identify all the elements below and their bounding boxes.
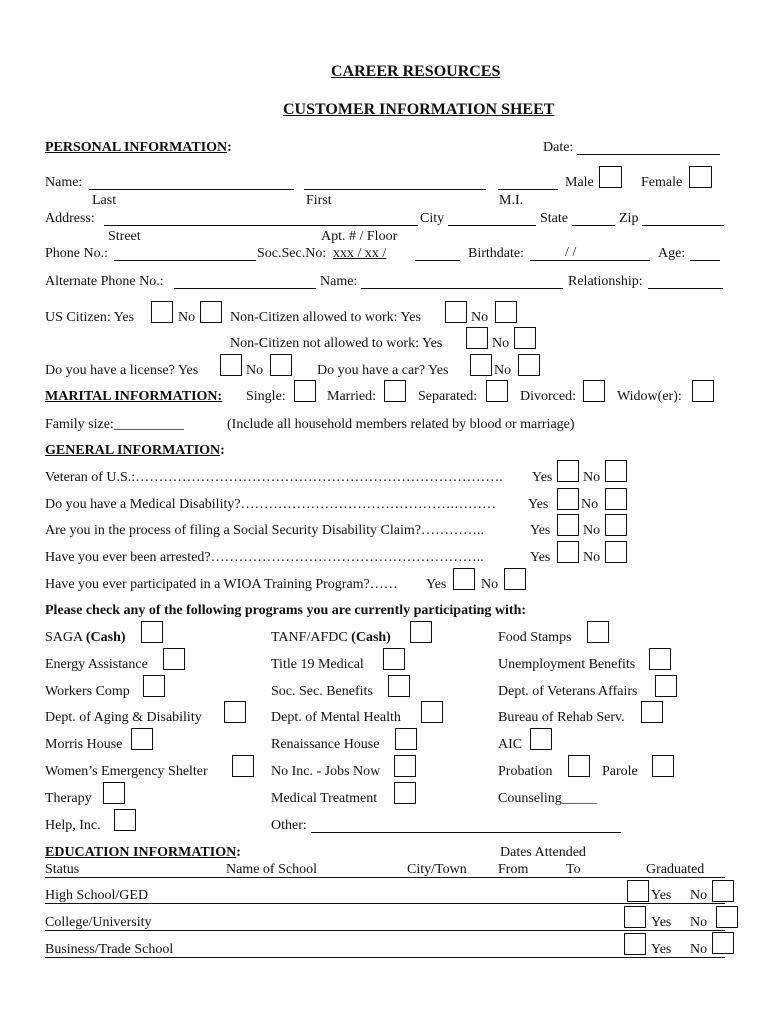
apt-label: Apt. # / Floor [321, 229, 398, 244]
us-citizen-label: US Citizen: Yes [45, 310, 135, 325]
ssdi-no-checkbox[interactable] [605, 514, 627, 536]
address-street-field[interactable] [104, 225, 418, 226]
wioa-yes-label: Yes [426, 577, 447, 592]
edu-row-highschool-line[interactable] [45, 903, 725, 904]
program-renaissance-label: Renaissance House [271, 737, 380, 752]
edu-header-from: From [498, 862, 529, 877]
program-ssb-checkbox[interactable] [388, 675, 410, 697]
program-aging-label: Dept. of Aging & Disability [45, 710, 202, 725]
wioa-no-checkbox[interactable] [504, 568, 526, 590]
disability-yes-checkbox[interactable] [557, 488, 579, 510]
program-renaissance-checkbox[interactable] [395, 728, 417, 750]
zip-label: Zip [619, 211, 639, 226]
noncitizen-allowed-yes-checkbox[interactable] [445, 301, 467, 323]
noncitizen-not-allowed-yes-checkbox[interactable] [466, 327, 488, 349]
noncitizen-not-allowed-no-label: No [492, 336, 510, 351]
married-checkbox[interactable] [384, 380, 406, 402]
city-label: City [420, 211, 445, 226]
education-heading-text: EDUCATION INFORMATION [45, 845, 237, 860]
program-parole-label: Parole [602, 764, 638, 779]
arrested-no-label: No [583, 550, 601, 565]
alt-phone-label: Alternate Phone No.: [45, 274, 164, 289]
veteran-no-checkbox[interactable] [605, 460, 627, 482]
form-subtitle: CUSTOMER INFORMATION SHEET [283, 101, 555, 118]
alt-name-label: Name: [320, 274, 358, 289]
license-yes-checkbox[interactable] [220, 354, 242, 376]
widow-checkbox[interactable] [692, 380, 714, 402]
edu-highschool-yes-label: Yes [651, 888, 672, 903]
programs-heading: Please check any of the following programs you are currently participating with: [45, 603, 527, 618]
edu-college-no-label: No [690, 915, 708, 930]
program-workers-comp-label: Workers Comp [45, 684, 130, 699]
us-citizen-no-checkbox[interactable] [200, 301, 222, 323]
program-medical-treatment-checkbox[interactable] [394, 782, 416, 804]
divorced-label: Divorced: [520, 389, 576, 404]
program-food-stamps-checkbox[interactable] [587, 621, 609, 643]
program-jobs-now-checkbox[interactable] [394, 755, 416, 777]
ssdi-yes-label: Yes [530, 523, 551, 538]
name-label: Name: [45, 175, 83, 190]
edu-row-highschool-label: High School/GED [45, 888, 149, 903]
city-field[interactable] [448, 225, 536, 226]
edu-trade-no-label: No [690, 942, 708, 957]
personal-heading-text: PERSONAL INFORMATION [45, 140, 228, 155]
separated-checkbox[interactable] [486, 380, 508, 402]
program-saga [45, 631, 126, 645]
program-probation-checkbox[interactable] [568, 755, 590, 777]
first-name-field[interactable] [304, 189, 486, 190]
date-field[interactable] [577, 154, 720, 155]
program-tanf [271, 631, 391, 645]
edu-trade-no-checkbox[interactable] [712, 932, 734, 954]
ssdi-claim-question: Are you in the process of filing a Social Security Disability Claim?………….. [45, 523, 484, 538]
single-checkbox[interactable] [294, 380, 316, 402]
mi-label: M.I. [499, 193, 524, 208]
middle-initial-field[interactable] [498, 189, 558, 190]
family-size-label: Family size:__________ [45, 417, 184, 432]
license-no-checkbox[interactable] [270, 354, 292, 376]
program-help-label: Help, Inc. [45, 818, 101, 833]
edu-header-status: Status [45, 862, 80, 877]
disability-no-checkbox[interactable] [605, 488, 627, 510]
general-heading [45, 444, 225, 458]
dates-attended-label: Dates Attended [500, 845, 586, 860]
program-mental-health-label: Dept. of Mental Health [271, 710, 401, 725]
edu-row-trade-line[interactable] [45, 957, 725, 958]
program-womens-shelter-checkbox[interactable] [232, 755, 254, 777]
program-tanf-cash: (Cash) [351, 630, 391, 645]
relationship-label: Relationship: [568, 274, 643, 289]
personal-heading [45, 141, 232, 155]
wioa-yes-checkbox[interactable] [453, 568, 475, 590]
program-unemployment-label: Unemployment Benefits [498, 657, 636, 672]
program-workers-comp-checkbox[interactable] [143, 675, 165, 697]
veteran-yes-checkbox[interactable] [557, 460, 579, 482]
female-label: Female [641, 175, 683, 190]
education-heading-colon: : [236, 845, 241, 860]
general-heading-colon: : [220, 443, 225, 458]
edu-highschool-no-label: No [690, 888, 708, 903]
edu-header-rule [45, 877, 725, 878]
arrested-yes-label: Yes [530, 550, 551, 565]
marital-heading: MARITAL INFORMATION: [45, 389, 223, 404]
program-energy-checkbox[interactable] [163, 648, 185, 670]
disability-question: Do you have a Medical Disability?……………………………………….……… [45, 497, 497, 512]
last-label: Last [92, 193, 117, 208]
relationship-field[interactable] [648, 288, 723, 289]
male-label: Male [565, 175, 594, 190]
edu-row-college-label: College/University [45, 915, 152, 930]
program-rehab-checkbox[interactable] [641, 701, 663, 723]
education-heading [45, 846, 241, 860]
edu-header-graduated: Graduated [646, 862, 705, 877]
program-therapy-label: Therapy [45, 791, 92, 806]
married-label: Married: [327, 389, 376, 404]
program-other-field[interactable] [311, 832, 621, 833]
edu-college-no-checkbox[interactable] [716, 906, 738, 928]
ssdi-yes-checkbox[interactable] [557, 514, 579, 536]
program-rehab-label: Bureau of Rehab Serv. [498, 710, 625, 725]
edu-trade-yes-checkbox[interactable] [624, 933, 646, 955]
program-saga-label: SAGA [45, 630, 83, 645]
ssdi-no-label: No [583, 523, 601, 538]
age-field[interactable] [690, 260, 720, 261]
single-label: Single: [246, 389, 286, 404]
program-ssb-label: Soc. Sec. Benefits [271, 684, 373, 699]
program-tanf-label: TANF/AFDC [271, 630, 348, 645]
car-label: Do you have a car? Yes [317, 363, 449, 378]
edu-college-yes-checkbox[interactable] [624, 906, 646, 928]
license-no-label: No [246, 363, 264, 378]
divorced-checkbox[interactable] [583, 380, 605, 402]
program-womens-shelter-label: Women’s Emergency Shelter [45, 764, 208, 779]
program-other-label: Other: [271, 818, 307, 833]
noncitizen-not-allowed-no-checkbox[interactable] [514, 327, 536, 349]
program-title19-checkbox[interactable] [383, 648, 405, 670]
form-title: CAREER RESOURCES [331, 63, 501, 80]
male-checkbox[interactable] [599, 166, 622, 188]
arrested-question: Have you ever been arrested?………………………………………………….. [45, 550, 484, 565]
age-label: Age: [658, 246, 686, 261]
female-checkbox[interactable] [689, 166, 712, 188]
edu-highschool-no-checkbox[interactable] [712, 880, 734, 902]
phone-label: Phone No.: [45, 246, 108, 261]
disability-yes-label: Yes [528, 497, 549, 512]
edu-header-school: Name of School [226, 862, 317, 877]
zip-field[interactable] [642, 225, 724, 226]
last-name-field[interactable] [89, 189, 294, 190]
program-saga-checkbox[interactable] [141, 621, 163, 643]
program-therapy-checkbox[interactable] [103, 782, 125, 804]
program-help-checkbox[interactable] [114, 809, 136, 831]
program-morris-label: Morris House [45, 737, 123, 752]
state-field[interactable] [572, 225, 615, 226]
program-saga-cash: (Cash) [85, 630, 126, 645]
phone-field[interactable] [114, 260, 256, 261]
wioa-question: Have you ever participated in a WIOA Training Program?…… [45, 577, 398, 592]
birthdate-label: Birthdate: [468, 246, 524, 261]
first-label: First [306, 193, 332, 208]
edu-header-city: City/Town [407, 862, 467, 877]
date-label: Date: [543, 140, 574, 155]
ssn-label: Soc.Sec.No: [257, 246, 327, 261]
edu-highschool-yes-checkbox[interactable] [627, 880, 649, 902]
arrested-no-checkbox[interactable] [605, 541, 627, 563]
veteran-no-label: No [583, 470, 601, 485]
program-morris-checkbox[interactable] [131, 728, 153, 750]
program-counseling-label: Counseling_____ [498, 791, 597, 806]
us-citizen-no-label: No [178, 310, 196, 325]
birthdate-separators: / / [565, 245, 577, 260]
veteran-yes-label: Yes [532, 470, 553, 485]
edu-header-to: To [566, 862, 581, 877]
program-mental-health-checkbox[interactable] [421, 701, 443, 723]
personal-heading-colon: : [227, 140, 232, 155]
disability-no-label: No [581, 497, 599, 512]
program-medical-treatment-label: Medical Treatment [271, 791, 378, 806]
separated-label: Separated: [418, 389, 478, 404]
program-aic-checkbox[interactable] [530, 728, 552, 750]
noncitizen-allowed-label: Non-Citizen allowed to work: Yes [230, 310, 421, 325]
alt-name-field[interactable] [361, 288, 563, 289]
program-probation-label: Probation [498, 764, 553, 779]
program-veterans-checkbox[interactable] [655, 675, 677, 697]
program-title19-label: Title 19 Medical [271, 657, 364, 672]
street-label: Street [108, 229, 141, 244]
family-size-note: (Include all household members related by blood or marriage) [227, 417, 575, 432]
program-parole-checkbox[interactable] [652, 755, 674, 777]
edu-row-college-line[interactable] [45, 930, 725, 931]
veteran-question: Veteran of U.S.:……………………………………………………………………. [45, 470, 503, 485]
birthdate-field[interactable] [530, 260, 650, 261]
ssn-last-field[interactable] [415, 260, 460, 261]
car-no-checkbox[interactable] [518, 354, 540, 376]
alt-phone-field[interactable] [174, 288, 316, 289]
program-tanf-checkbox[interactable] [410, 621, 432, 643]
noncitizen-not-allowed-label: Non-Citizen not allowed to work: Yes [230, 336, 443, 351]
car-yes-checkbox[interactable] [470, 354, 492, 376]
arrested-yes-checkbox[interactable] [557, 541, 579, 563]
state-label: State [540, 211, 568, 226]
edu-trade-yes-label: Yes [651, 942, 672, 957]
us-citizen-yes-checkbox[interactable] [151, 301, 173, 323]
program-aic-label: AIC [498, 737, 523, 752]
noncitizen-allowed-no-label: No [471, 310, 489, 325]
program-unemployment-checkbox[interactable] [649, 648, 671, 670]
general-heading-text: GENERAL INFORMATION [45, 443, 221, 458]
program-energy-label: Energy Assistance [45, 657, 148, 672]
program-jobs-now-label: No Inc. - Jobs Now [271, 764, 381, 779]
license-label: Do you have a license? Yes [45, 363, 199, 378]
widow-label: Widow(er): [617, 389, 682, 404]
car-no-label: No [494, 363, 512, 378]
address-label: Address: [45, 211, 95, 226]
program-veterans-label: Dept. of Veterans Affairs [498, 684, 638, 699]
noncitizen-allowed-no-checkbox[interactable] [495, 301, 517, 323]
program-aging-checkbox[interactable] [224, 701, 246, 723]
edu-college-yes-label: Yes [651, 915, 672, 930]
ssn-value: xxx / xx / [333, 246, 387, 261]
wioa-no-label: No [481, 577, 499, 592]
edu-row-trade-label: Business/Trade School [45, 942, 174, 957]
program-food-stamps-label: Food Stamps [498, 630, 572, 645]
